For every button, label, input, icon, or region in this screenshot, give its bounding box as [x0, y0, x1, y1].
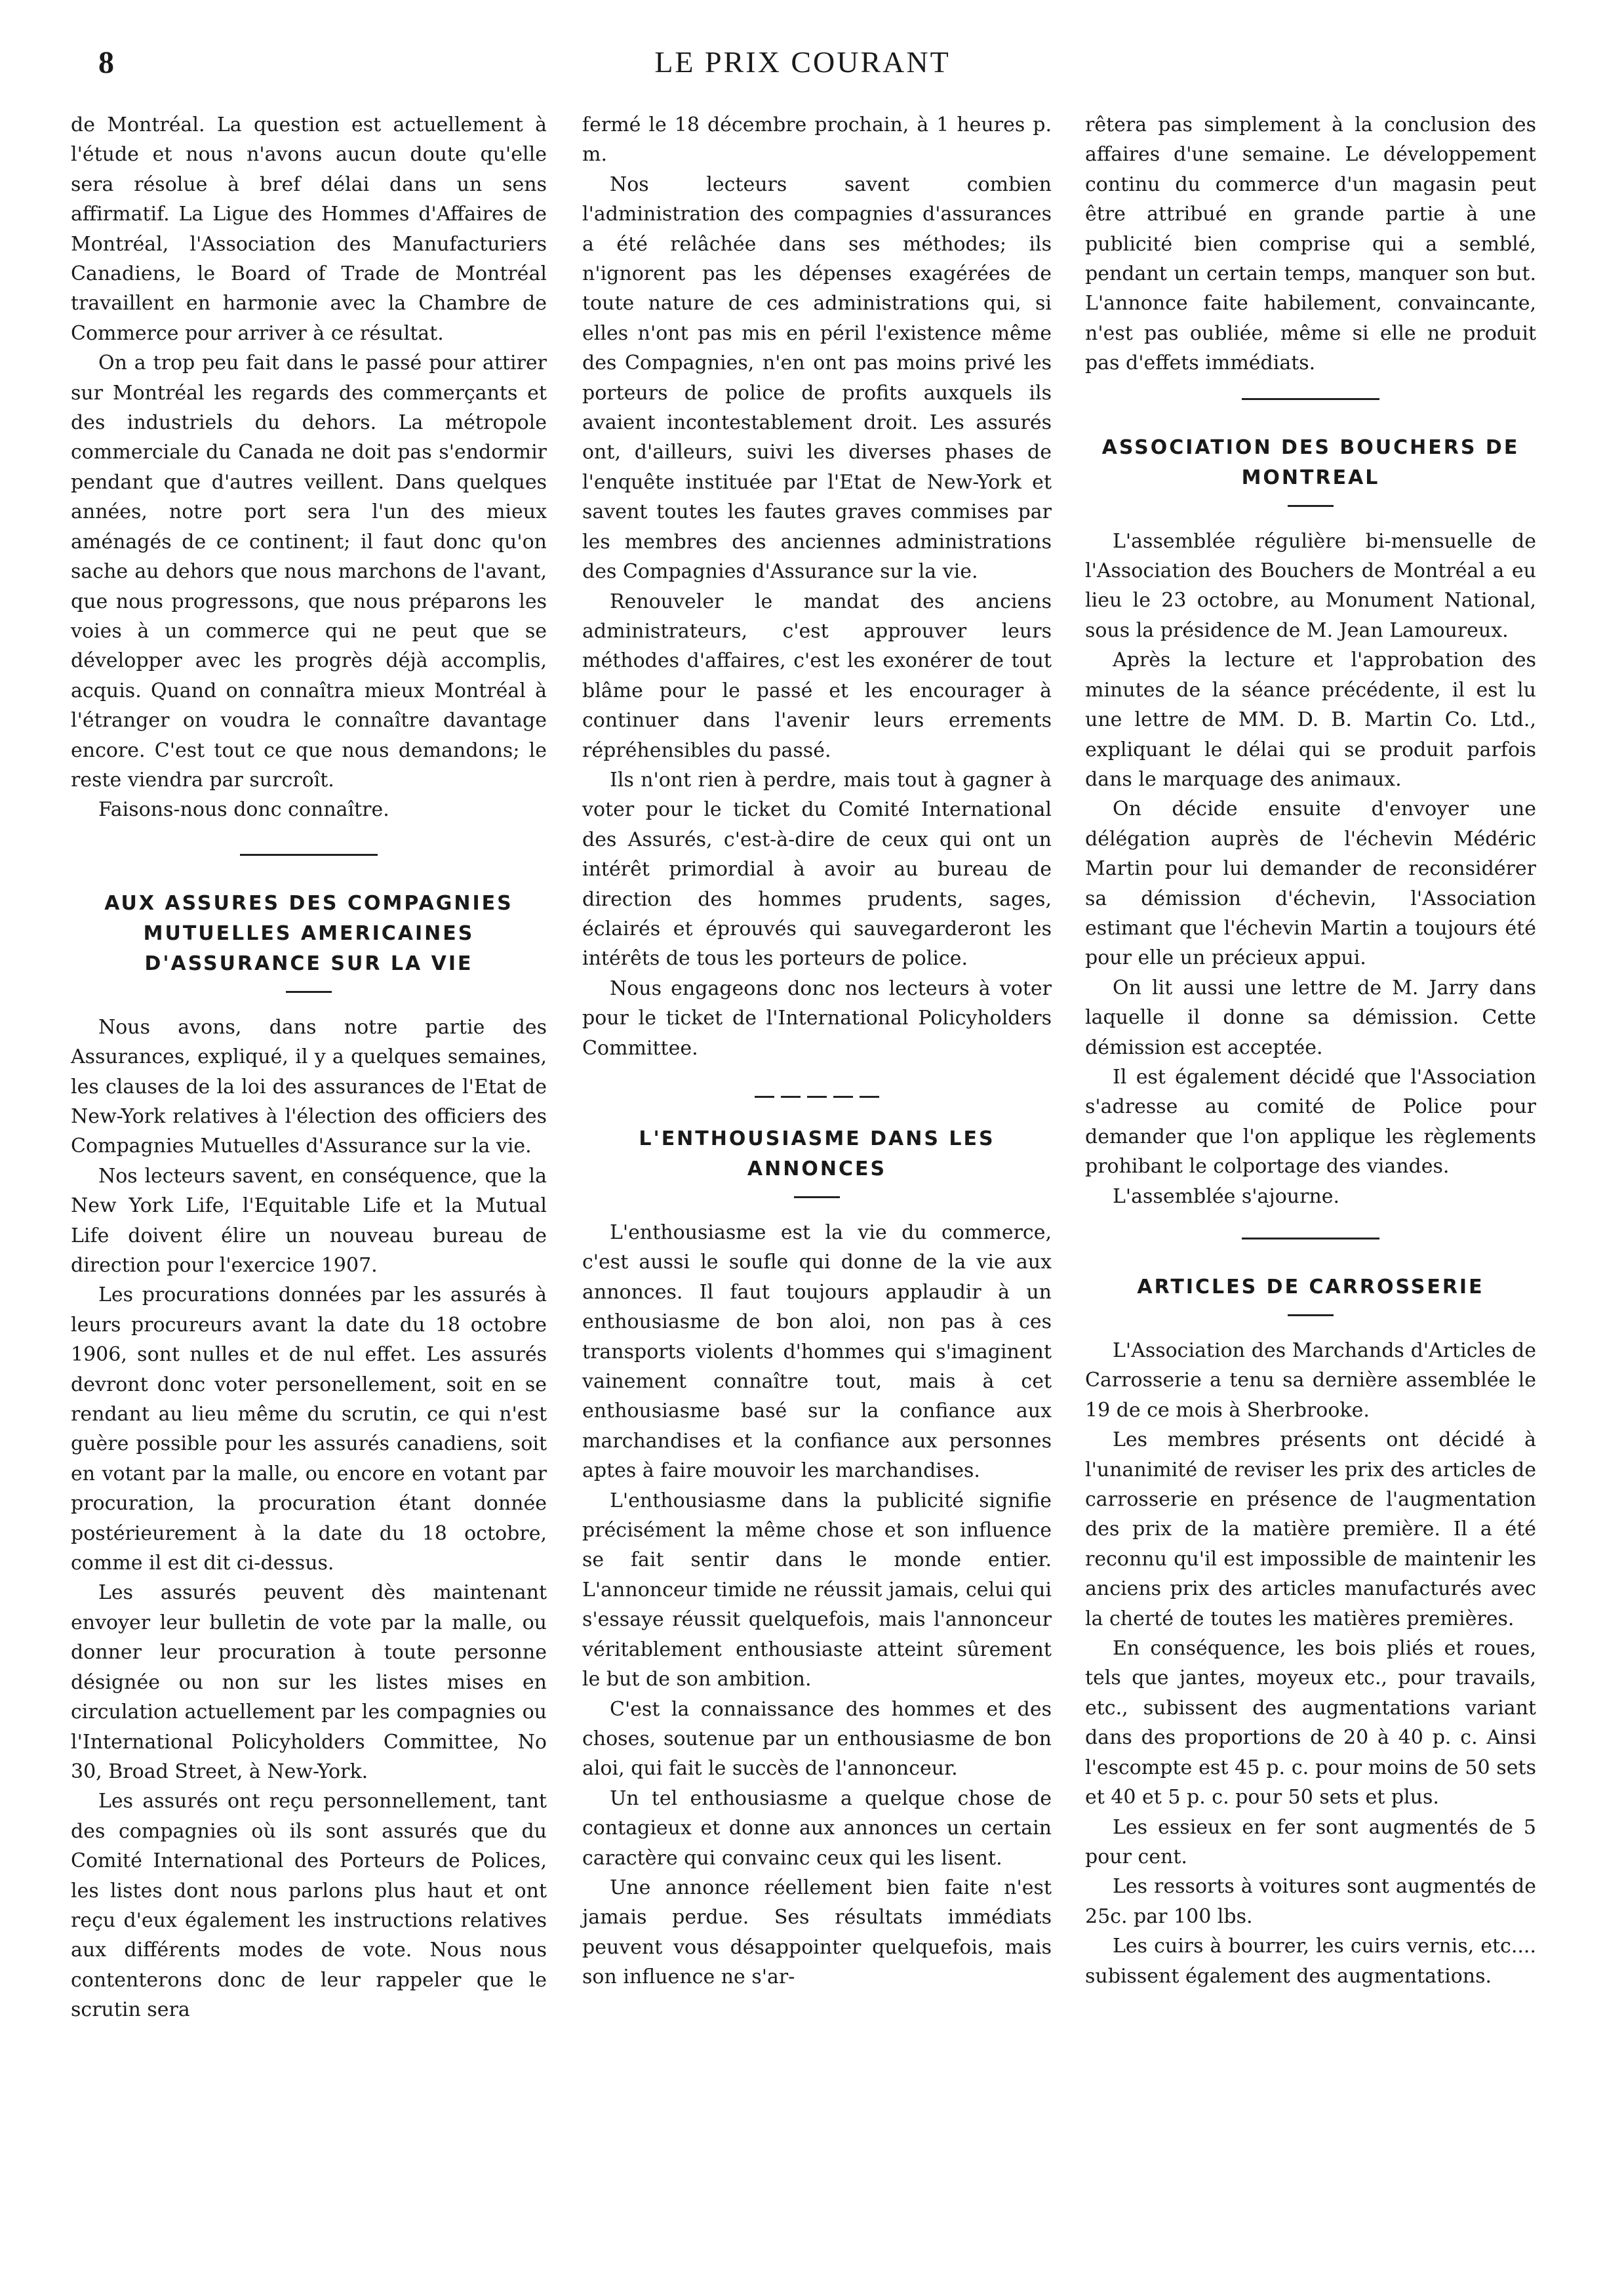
section-heading: AUX ASSURES DES COMPAGNIES MUTUELLES AMERICAINES D'ASSURANCE SUR LA VIE: [104, 891, 513, 975]
section-divider: [1242, 398, 1379, 400]
paragraph: Renouveler le mandat des anciens administrateurs, c'est approuver leurs méthodes d'affaires, c'est les exonérer de tout blâme pour le passé et les encourager à continuer dans l'avenir leurs errements répréhensibles du passé.: [582, 590, 1052, 762]
paragraph: C'est la connaissance des hommes et des choses, soutenue par un enthousiasme de bon aloi, qui fait le succès de l'annonceur.: [582, 1697, 1052, 1781]
paragraph: Les procurations données par les assurés à leurs procureurs avant la date du 18 octobre 1906, sont nulles et de nul effet. Les assurés devront donc voter personellement, soit en se rendant au lieu même du scrutin, ce qui n'est guère possible pour les assurés canadiens, soit en votant par la malle, ou encore en votant par procuration, la procuration étant donnée postérieurement à la date du 18 octobre, comme il est dit ci-dessus.: [71, 1283, 547, 1575]
page-number: 8: [98, 45, 114, 80]
heading-underline: [1288, 505, 1334, 507]
paragraph: L'Association des Marchands d'Articles de Carrosserie a tenu sa dernière assemblée le 19 de ce mois à Sherbrooke.: [1085, 1339, 1536, 1422]
paragraph: Nos lecteurs savent combien l'administration des compagnies d'assurances a été relâchée dans ses méthodes; ils n'ignorent pas les dépenses exagérées de toute nature de ces administrations qui, si elles n'ont pas mis en péril l'existence même des Compagnies, n'en ont pas moins privé les porteurs de police de profits auxquels ils avaient incontestablement droit. Les assurés ont, d'ailleurs, suivi les diverses phases de l'enquête instituée par l'Etat de New-York et savent toutes les fautes graves commises par les membres des anciennes administrations des Compagnies d'Assurance sur la vie.: [582, 172, 1052, 584]
paragraph: Une annonce réellement bien faite n'est jamais perdue. Ses résultats immédiats peuvent vous désappointer quelquefois, mais son influence ne s'ar-: [582, 1876, 1052, 1989]
paragraph: L'assemblée s'ajourne.: [1113, 1184, 1340, 1208]
paragraph: L'enthousiasme dans la publicité signifie précisément la même chose et son influence se fait sentir dans le monde entier. L'annonceur timide ne réussit jamais, celui qui s'essaye réussit quelquefois, mais l'annonceur véritablement enthousiaste atteint sûrement le but de son ambition.: [582, 1489, 1052, 1691]
paragraph: Après la lecture et l'approbation des minutes de la séance précédente, il est lu une lettre de MM. D. B. Martin Co. Ltd., expliquant le délai qui se produit parfois dans le marquage des animaux.: [1085, 649, 1536, 791]
paragraph: Les assurés ont reçu personnellement, tant des compagnies où ils sont assurés que du Comité International des Porteurs de Polices, les listes dont nous parlons plus haut et ont reçu d'eux également les instructions relatives aux différents modes de vote. Nous nous contenterons donc de leur rappeler que le scrutin sera: [71, 1790, 547, 2022]
paragraph: On a trop peu fait dans le passé pour attirer sur Montréal les regards des commerçants et des industriels du dehors. La métropole commerciale du Canada ne doit pas s'endormir pendant que d'autres veillent. Dans quelques années, notre port sera l'un des mieux aménagés de ce continent; il faut donc qu'on sache au dehors que nous marchons de l'avant, que nous progressons, que nous préparons les voies à un commerce qui ne peut que se développer avec les progrès déjà accomplis, acquis. Quand on connaîtra mieux Montréal à l'étranger on voudra le connaître davantage encore. C'est tout ce que nous demandons; le reste viendra par surcroît.: [71, 352, 547, 792]
paragraph: Les membres présents ont décidé à l'unanimité de reviser les prix des articles de carrosserie en présence de l'augmentation des prix de la matière première. Il a été reconnu qu'il est impossible de maintenir les anciens prix des articles manufacturés avec la cherté de toutes les matières premières.: [1085, 1428, 1536, 1630]
section-heading: L'ENTHOUSIASME DANS LES ANNONCES: [639, 1127, 995, 1180]
section-divider: [1242, 1238, 1379, 1239]
section-heading: ASSOCIATION DES BOUCHERS DE MONTREAL: [1101, 435, 1520, 489]
paragraph: Faisons-nous donc connaître.: [98, 798, 389, 822]
paragraph: Les ressorts à voitures sont augmentés de 25c. par 100 lbs.: [1085, 1875, 1536, 1928]
section-heading: ARTICLES DE CARROSSERIE: [1137, 1276, 1484, 1299]
paragraph: L'assemblée régulière bi-mensuelle de l'Association des Bouchers de Montréal a eu lieu le 23 octobre, au Monument National, sous la présidence de M. Jean Lamoureux.: [1085, 529, 1536, 642]
column-2: [582, 110, 1052, 1992]
paragraph: Ils n'ont rien à perdre, mais tout à gagner à voter pour le ticket du Comité International des Assurés, c'est-à-dire de ceux qui ont un intérêt primordial à avoir au bureau de direction des hommes prudents, sages, éclairés et éprouvés qui sauvegarderont les intérêts de tous les porteurs de police.: [582, 768, 1052, 971]
paragraph: Nos lecteurs savent, en conséquence, que la New York Life, l'Equitable Life et la Mutual Life doivent élire un nouveau bureau de direction pour l'exercice 1907.: [71, 1164, 547, 1277]
heading-underline: [1288, 1314, 1334, 1316]
paragraph: On décide ensuite d'envoyer une délégation auprès de l'échevin Médéric Martin pour lui demander de reconsidérer sa démission d'échevin, l'Association estimant que l'échevin Martin a toujours été pour elle un précieux appui.: [1085, 797, 1536, 970]
paragraph: fermé le 18 décembre prochain, à 1 heures p. m.: [582, 113, 1052, 167]
paragraph: L'enthousiasme est la vie du commerce, c'est aussi le soufle qui donne de la vie aux annonces. Il faut toujours applaudir à un enthousiasme de bon aloi, non pas à ces transports violents d'hommes qui s'imaginent vainement connaître tout, mais à cet enthousiasme basé sur la confiance aux marchandises et la confiance aux personnes aptes à faire mouvoir les marchandises.: [582, 1221, 1052, 1483]
paragraph: Les cuirs à bourrer, les cuirs vernis, etc.... subissent également des augmentations.: [1085, 1935, 1536, 1988]
column-1: [71, 110, 547, 2025]
paragraph: Les assurés peuvent dès maintenant envoyer leur bulletin de vote par la malle, ou donner leur procuration à toute personne désignée ou non sur les listes mises en circulation actuellement par les compagnies ou l'International Policyholders Committee, No 30, Broad Street, à New-York.: [71, 1581, 547, 1783]
section-divider: [240, 854, 378, 856]
section-divider: [755, 1096, 879, 1098]
column-3: [1085, 110, 1536, 1991]
paragraph: Il est également décidé que l'Association s'adresse au comité de Police pour demander que l'on applique les règlements prohibant le colportage des viandes.: [1085, 1065, 1536, 1178]
paragraph: de Montréal. La question est actuellement à l'étude et nous n'avons aucun doute qu'elle sera résolue à bref délai dans un sens affirmatif. La Ligue des Hommes d'Affaires de Montréal, l'Association des Manufacturiers Canadiens, le Board of Trade de Montréal travaillent en harmonie avec la Chambre de Commerce pour arriver à ce résultat.: [71, 113, 547, 345]
paragraph: Nous avons, dans notre partie des Assurances, expliqué, il y a quelques semaines, les clauses de la loi des assurances de l'Etat de New-York relatives à l'élection des officiers des Compagnies Mutuelles d'Assurance sur la vie.: [71, 1015, 547, 1158]
paragraph: rêtera pas simplement à la conclusion des affaires d'une semaine. Le développement continu du commerce d'un magasin peut être attribué en grande partie à une publicité bien comprise qui a semblé, pendant un certain temps, manquer son but. L'annonce faite habilement, convaincante, n'est pas oubliée, même si elle ne produit pas d'effets immédiats.: [1085, 113, 1536, 375]
paragraph: Nous engageons donc nos lecteurs à voter pour le ticket de l'International Policyholders Committee.: [582, 977, 1052, 1060]
paragraph: Les essieux en fer sont augmentés de 5 pour cent.: [1085, 1815, 1536, 1868]
journal-title: LE PRIX COURANT: [654, 45, 951, 79]
heading-underline: [286, 991, 332, 993]
paragraph: Un tel enthousiasme a quelque chose de contagieux et donne aux annonces un certain caractère qui convainc ceux qui les lisent.: [582, 1786, 1052, 1870]
paragraph: On lit aussi une lettre de M. Jarry dans laquelle il donne sa démission. Cette démission est acceptée.: [1085, 976, 1536, 1059]
paragraph: En conséquence, les bois pliés et roues, tels que jantes, moyeux etc., pour travails, etc., subissent des augmentations variant dans des proportions de 20 à 40 p. c. Ainsi l'escompte est 45 p. c. pour moins de 50 sets et 40 et 5 p. c. pour 50 sets et plus.: [1085, 1637, 1536, 1809]
heading-underline: [794, 1196, 840, 1198]
